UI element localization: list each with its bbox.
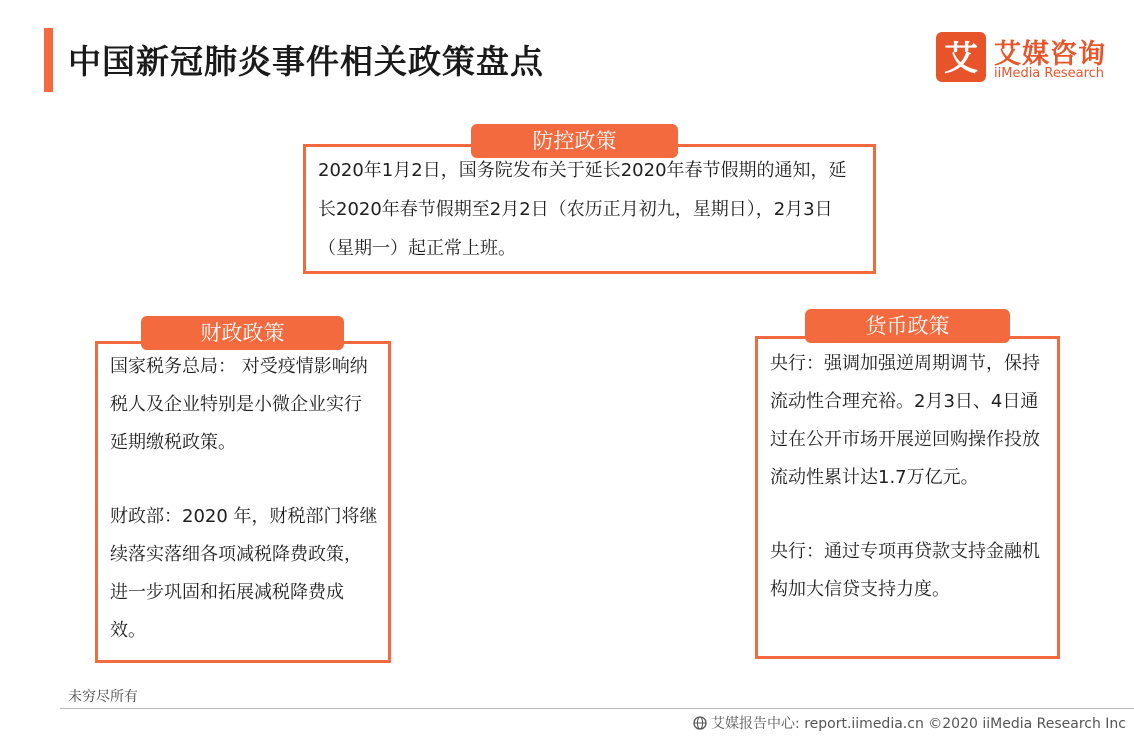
title-accent-bar	[44, 28, 53, 92]
brand-logo	[936, 32, 1116, 88]
footer-divider	[60, 708, 1134, 709]
logo-mark-icon	[936, 32, 986, 82]
monetary-policy-card	[755, 336, 1060, 659]
monetary-policy-paragraph: 央行：强调加强逆周期调节，保持流动性合理充裕。2月3日、4日通过在公开市场开展逆回购操作投放流动性累计达1.7万亿元。	[770, 353, 1040, 488]
prevention-policy-card	[303, 144, 876, 274]
footnote: 未穷尽所有	[68, 689, 138, 705]
logo-name-en: iiMedia Research	[994, 66, 1105, 81]
prevention-policy-label: 防控政策	[471, 124, 678, 158]
fiscal-policy-paragraph: 国家税务总局： 对受疫情影响纳税人及企业特别是小微企业实行延期缴税政策。	[110, 356, 368, 453]
footer-source	[693, 713, 1126, 733]
monetary-policy-paragraph: 央行：通过专项再贷款支持金融机构加大信贷支持力度。	[770, 541, 1040, 600]
logo-name-cn: 艾媒咨询	[994, 39, 1106, 70]
fiscal-policy-label: 财政政策	[141, 316, 344, 350]
prevention-policy-text: 2020年1月2日，国务院发布关于延长2020年春节假期的通知，延长2020年春节假期至2月2日（农历正月初九，星期日），2月3日（星期一）起正常上班。	[318, 160, 847, 259]
page-title: 中国新冠肺炎事件相关政策盘点	[68, 42, 544, 81]
fiscal-policy-paragraph: 财政部：2020 年，财税部门将继续落实落细各项减税降费政策， 进一步巩固和拓展减税降费成效。	[110, 506, 378, 641]
monetary-policy-label: 货币政策	[805, 309, 1010, 343]
fiscal-policy-card	[95, 341, 391, 663]
logo-glyph: 艾	[944, 39, 978, 79]
footer-text: 艾媒报告中心: report.iimedia.cn ©2020 iiMedia Research Inc	[711, 716, 1126, 732]
globe-icon	[693, 716, 707, 730]
